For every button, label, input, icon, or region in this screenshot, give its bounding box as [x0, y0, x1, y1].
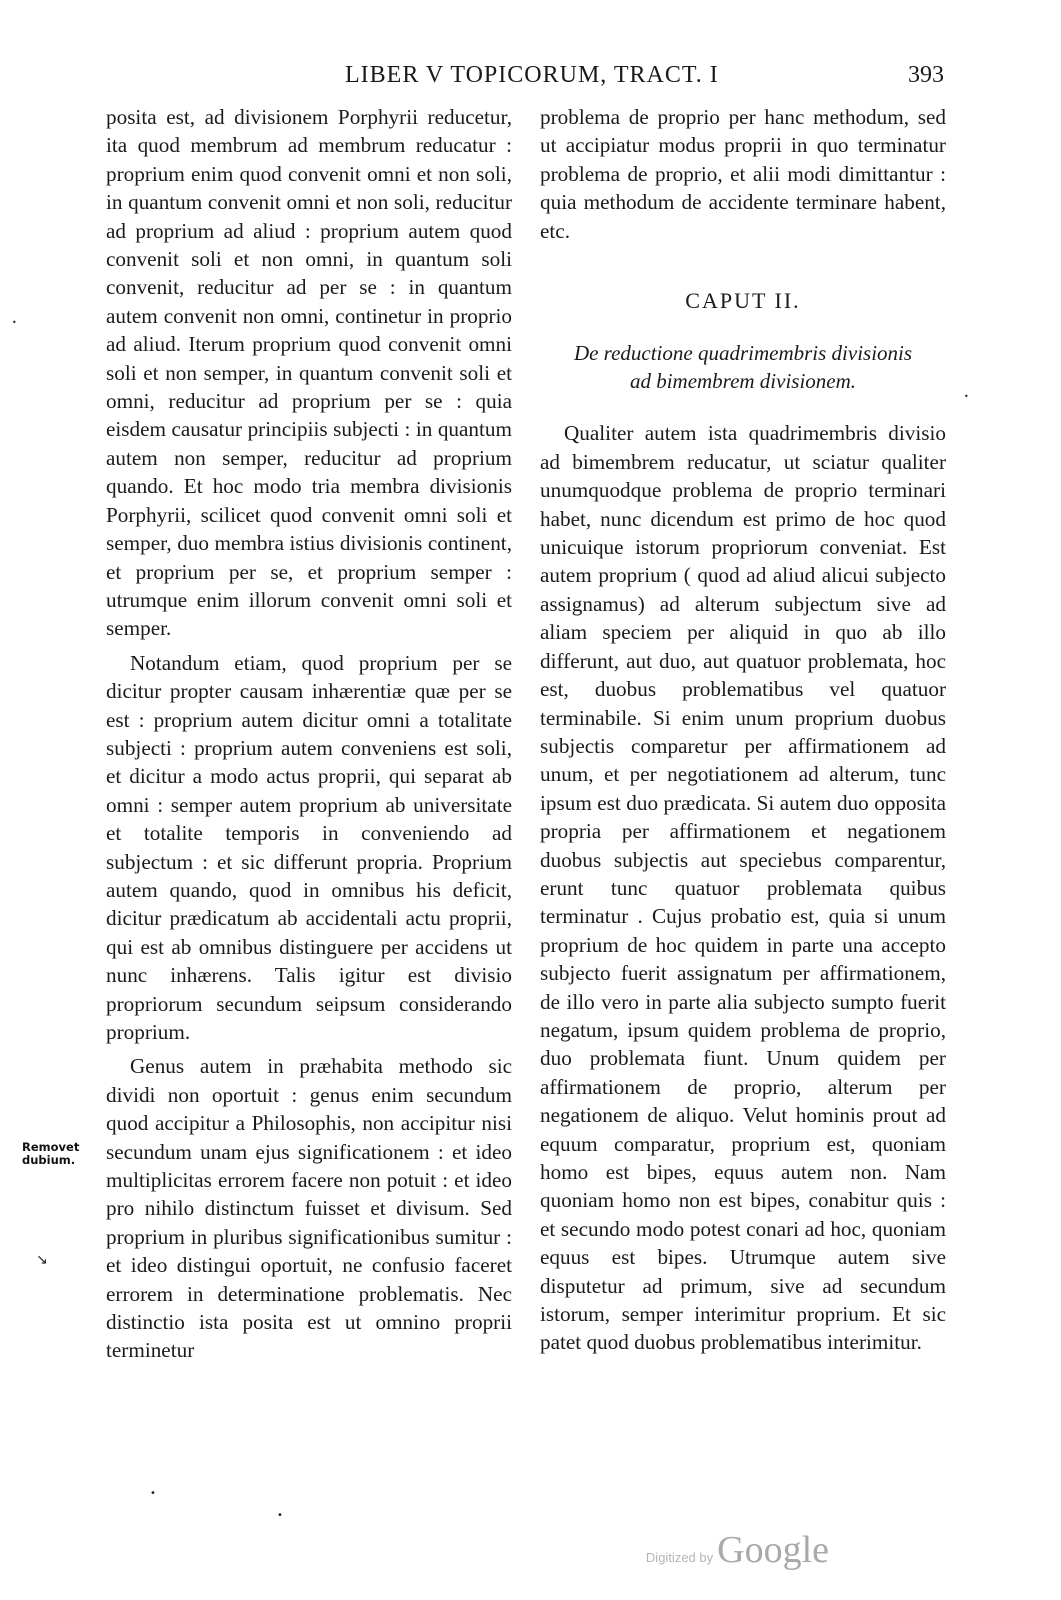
- paragraph: posita est, ad divisionem Porphyrii reducetur, ita quod membrum ad membrum reducatur : proprium enim quod convenit omni et non soli, in quantum convenit omni et non soli, reducitur ad proprium ad aliud : proprium autem quod convenit soli et non omni, in quantum soli convenit, reducitur ad per se : in quantum autem convenit non omni, continetur in proprio ad aliud. Iterum proprium quod convenit omni soli et non semper, in quantum convenit soli et omni, reducitur ad proprium per se : quia eisdem causatur principiis subjecti : in quantum autem non semper, reducitur ad proprium quando. Et hoc modo tria membra divisionis Porphyrii, scilicet quod convenit omni soli et semper, duo membra istius divisionis continent, et proprium per se, et proprium semper : utrumque enim illorum convenit omni soli et semper.: [106, 105, 512, 641]
- paragraph: Notandum etiam, quod proprium per se dicitur propter causam inhærentiæ quæ per se est : proprium autem dicitur omni a totalitate subjecti : proprium autem conveniens est soli, et dicitur a modo actus proprii, qui separat ab omni : semper autem proprium ab universitate et totalite temporis in conveniendo ad subjectum : et sic differunt propria. Proprium autem quando, quod in omnibus his deficit, dicitur prædicatum ab accidentali actu proprii, qui est ab omnibus distinguere per accidens ut nunc inhærens. Talis igitur est divisio propriorum secundum seipsum considerando proprium.: [106, 650, 512, 1044]
- chapter-subtitle: [540, 339, 946, 395]
- page-number: 393: [908, 62, 944, 88]
- right-column: [540, 103, 946, 1357]
- paragraph: Genus autem in præhabita methodo sic dividi non oportuit : genus enim secundum quod accipitur a Philosophis, non accipitur nisi secundum unam ejus significationem : et ideo multiplicitas errorem facere non potuit : et ideo pro nihilo distinctum fuisset et divisum. Sed proprium in pluribus significationibus sumitur : et ideo distingui oportuit, ne confusio faceret errorem in determinatione problematis. Nec distinctio ista posita est ut omnino proprii terminetur: [106, 1054, 512, 1363]
- google-logo: Google: [717, 1529, 829, 1571]
- running-head: LIBER V TOPICORUM, TRACT. I: [345, 62, 719, 88]
- margin-note-line: dubium.: [22, 1153, 76, 1167]
- margin-note: [22, 1141, 79, 1167]
- scan-speck: •: [277, 1510, 283, 1521]
- chapter-title: CAPUT II.: [685, 288, 801, 314]
- paragraph: problema de proprio per hanc methodum, sed ut accipiatur modus proprii in quo terminatur problema de proprio, et alii modi dimittantur : quia methodum de accidente terminare habent, etc.: [540, 105, 946, 243]
- chapter-subtitle-line: De reductione quadrimembris divisionis: [573, 341, 913, 366]
- scan-speck: ↘: [36, 1252, 48, 1268]
- scan-speck: •: [12, 318, 17, 327]
- digitized-watermark: [646, 1528, 829, 1572]
- scan-speck: •: [150, 1488, 156, 1499]
- chapter-subtitle-line: ad bimembrem divisionem.: [629, 369, 857, 394]
- left-column: [106, 103, 512, 1365]
- margin-note-line: Removet: [22, 1140, 80, 1154]
- scan-speck: •: [964, 392, 969, 401]
- paragraph: Qualiter autem ista quadrimembris divisio ad bimembrem reducatur, ut sciatur qualiter unumquodque problema de proprio terminari habet, nunc dicendum est primo de hoc quod unicuique istorum propriorum conveniat. Est autem proprium ( quod ad aliud alicui subjecto assignamus) ad alterum subjectum sive ad aliam speciem per aliquid in quo ab illo differunt, aut duo, aut quatuor problemata, hoc est, duobus problematibus vel quatuor terminabile. Si enim unum proprium duobus subjectis comparetur per affirmationem ad unum, et per negotiationem ad alterum, tunc ipsum est duo prædicata. Si autem duo opposita propria per affirmationem et negationem duobus subjectis aut speciebus comparentur, erunt tunc quatuor problemata quibus terminatur . Cujus probatio est, quia si unum proprium de hoc quidem in parte una accepto subjecto fuerit assignatum per affirmationem, de illo vero in parte alia subjecto sumpto fuerit negatum, ipsum quidem problema de proprio, duo problemata fiunt. Unum quidem per affirmationem de proprio, alterum per negationem de aliquo. Velut hominis prout ad equum comparatur, proprium est, quoniam homo est bipes, equus autem non. Nam quoniam homo non est bipes, conabitur quis : et secundo modo potest conari ad hoc, quoniam equus est bipes. Utrumque autem sive disputetur ad primum, sive ad secundum istorum, semper interimitur proprium. Et sic patet quod duobus problematibus interimitur.: [540, 421, 946, 1355]
- digitized-label: Digitized by: [645, 1550, 714, 1565]
